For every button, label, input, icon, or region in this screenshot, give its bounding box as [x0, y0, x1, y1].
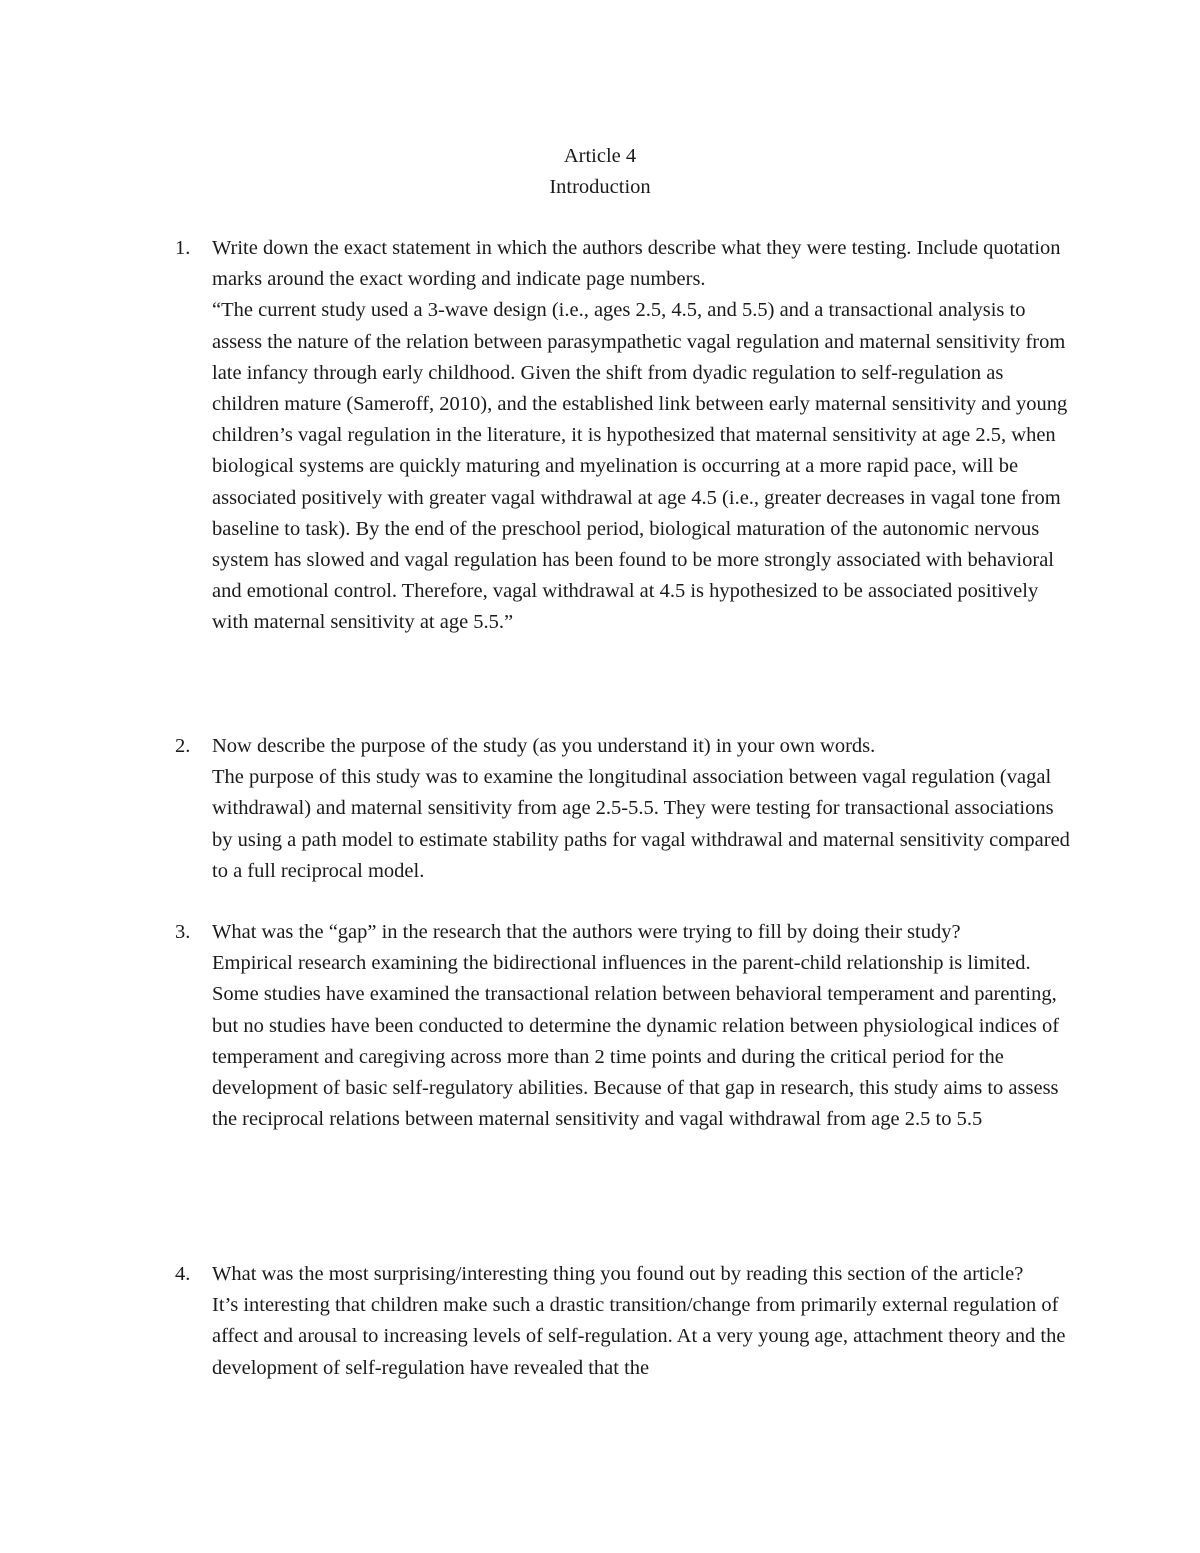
question-prompt: Now describe the purpose of the study (as you understand it) in your own words.	[212, 735, 876, 757]
question-item	[175, 917, 1075, 1135]
question-answer: Empirical research examining the bidirectional influences in the parent-child relationship is limited. Some studies have examined the transactional relation between behavioral temperament and parenting, but no studies have been conducted to determine the dynamic relation between physiological indices of temperament and caregiving across more than 2 time points and during the critical period for the development of basic self-regulatory abilities. Because of that gap in research, this study aims to assess the reciprocal relations between maternal sensitivity and vagal withdrawal from age 2.5 to 5.5	[212, 952, 1060, 1131]
question-item	[175, 731, 1075, 887]
question-number: 3.	[175, 921, 191, 943]
question-number: 1.	[175, 237, 191, 259]
question-answer: The purpose of this study was to examine the longitudinal association between vagal regulation (vagal withdrawal) and maternal sensitivity from age 2.5-5.5. They were testing for transactional associations by using a path model to estimate stability paths for vagal withdrawal and maternal sensitivity compared to a full reciprocal model.	[212, 766, 1070, 882]
question-prompt: What was the most surprising/interesting thing you found out by reading this section of the article?	[212, 1263, 1024, 1285]
question-prompt: Write down the exact statement in which the authors describe what they were testing. Include quotation marks around the exact wording and indicate page numbers.	[212, 237, 1061, 291]
question-answer: “The current study used a 3-wave design (i.e., ages 2.5, 4.5, and 5.5) and a transactional analysis to assess the nature of the relation between parasympathetic vagal regulation and maternal sensitivity from late infancy through early childhood. Given the shift from dyadic regulation to self-regulation as children mature (Sameroff, 2010), and the established link between early maternal sensitivity and young children’s vagal regulation in the literature, it is hypothesized that maternal sensitivity at age 2.5, when biological systems are quickly maturing and myelination is occurring at a more rapid pace, will be associated positively with greater vagal withdrawal at age 4.5 (i.e., greater decreases in vagal tone from baseline to task). By the end of the preschool period, biological maturation of the autonomic nervous system has slowed and vagal regulation has been found to be more strongly associated with behavioral and emotional control. Therefore, vagal withdrawal at 4.5 is hypothesized to be associated positively with maternal sensitivity at age 5.5.”	[212, 299, 1068, 634]
question-prompt: What was the “gap” in the research that the authors were trying to fill by doing their study?	[212, 921, 961, 943]
question-item	[175, 1259, 1075, 1384]
question-number: 4.	[175, 1263, 191, 1285]
question-answer: It’s interesting that children make such a drastic transition/change from primarily external regulation of affect and arousal to increasing levels of self-regulation. At a very young age, attachment theory and the development of self-regulation have revealed that the	[212, 1294, 1066, 1379]
section-heading: Introduction	[549, 176, 651, 198]
question-number: 2.	[175, 735, 191, 757]
document-title: Article 4	[563, 145, 637, 167]
question-item	[175, 233, 1075, 639]
